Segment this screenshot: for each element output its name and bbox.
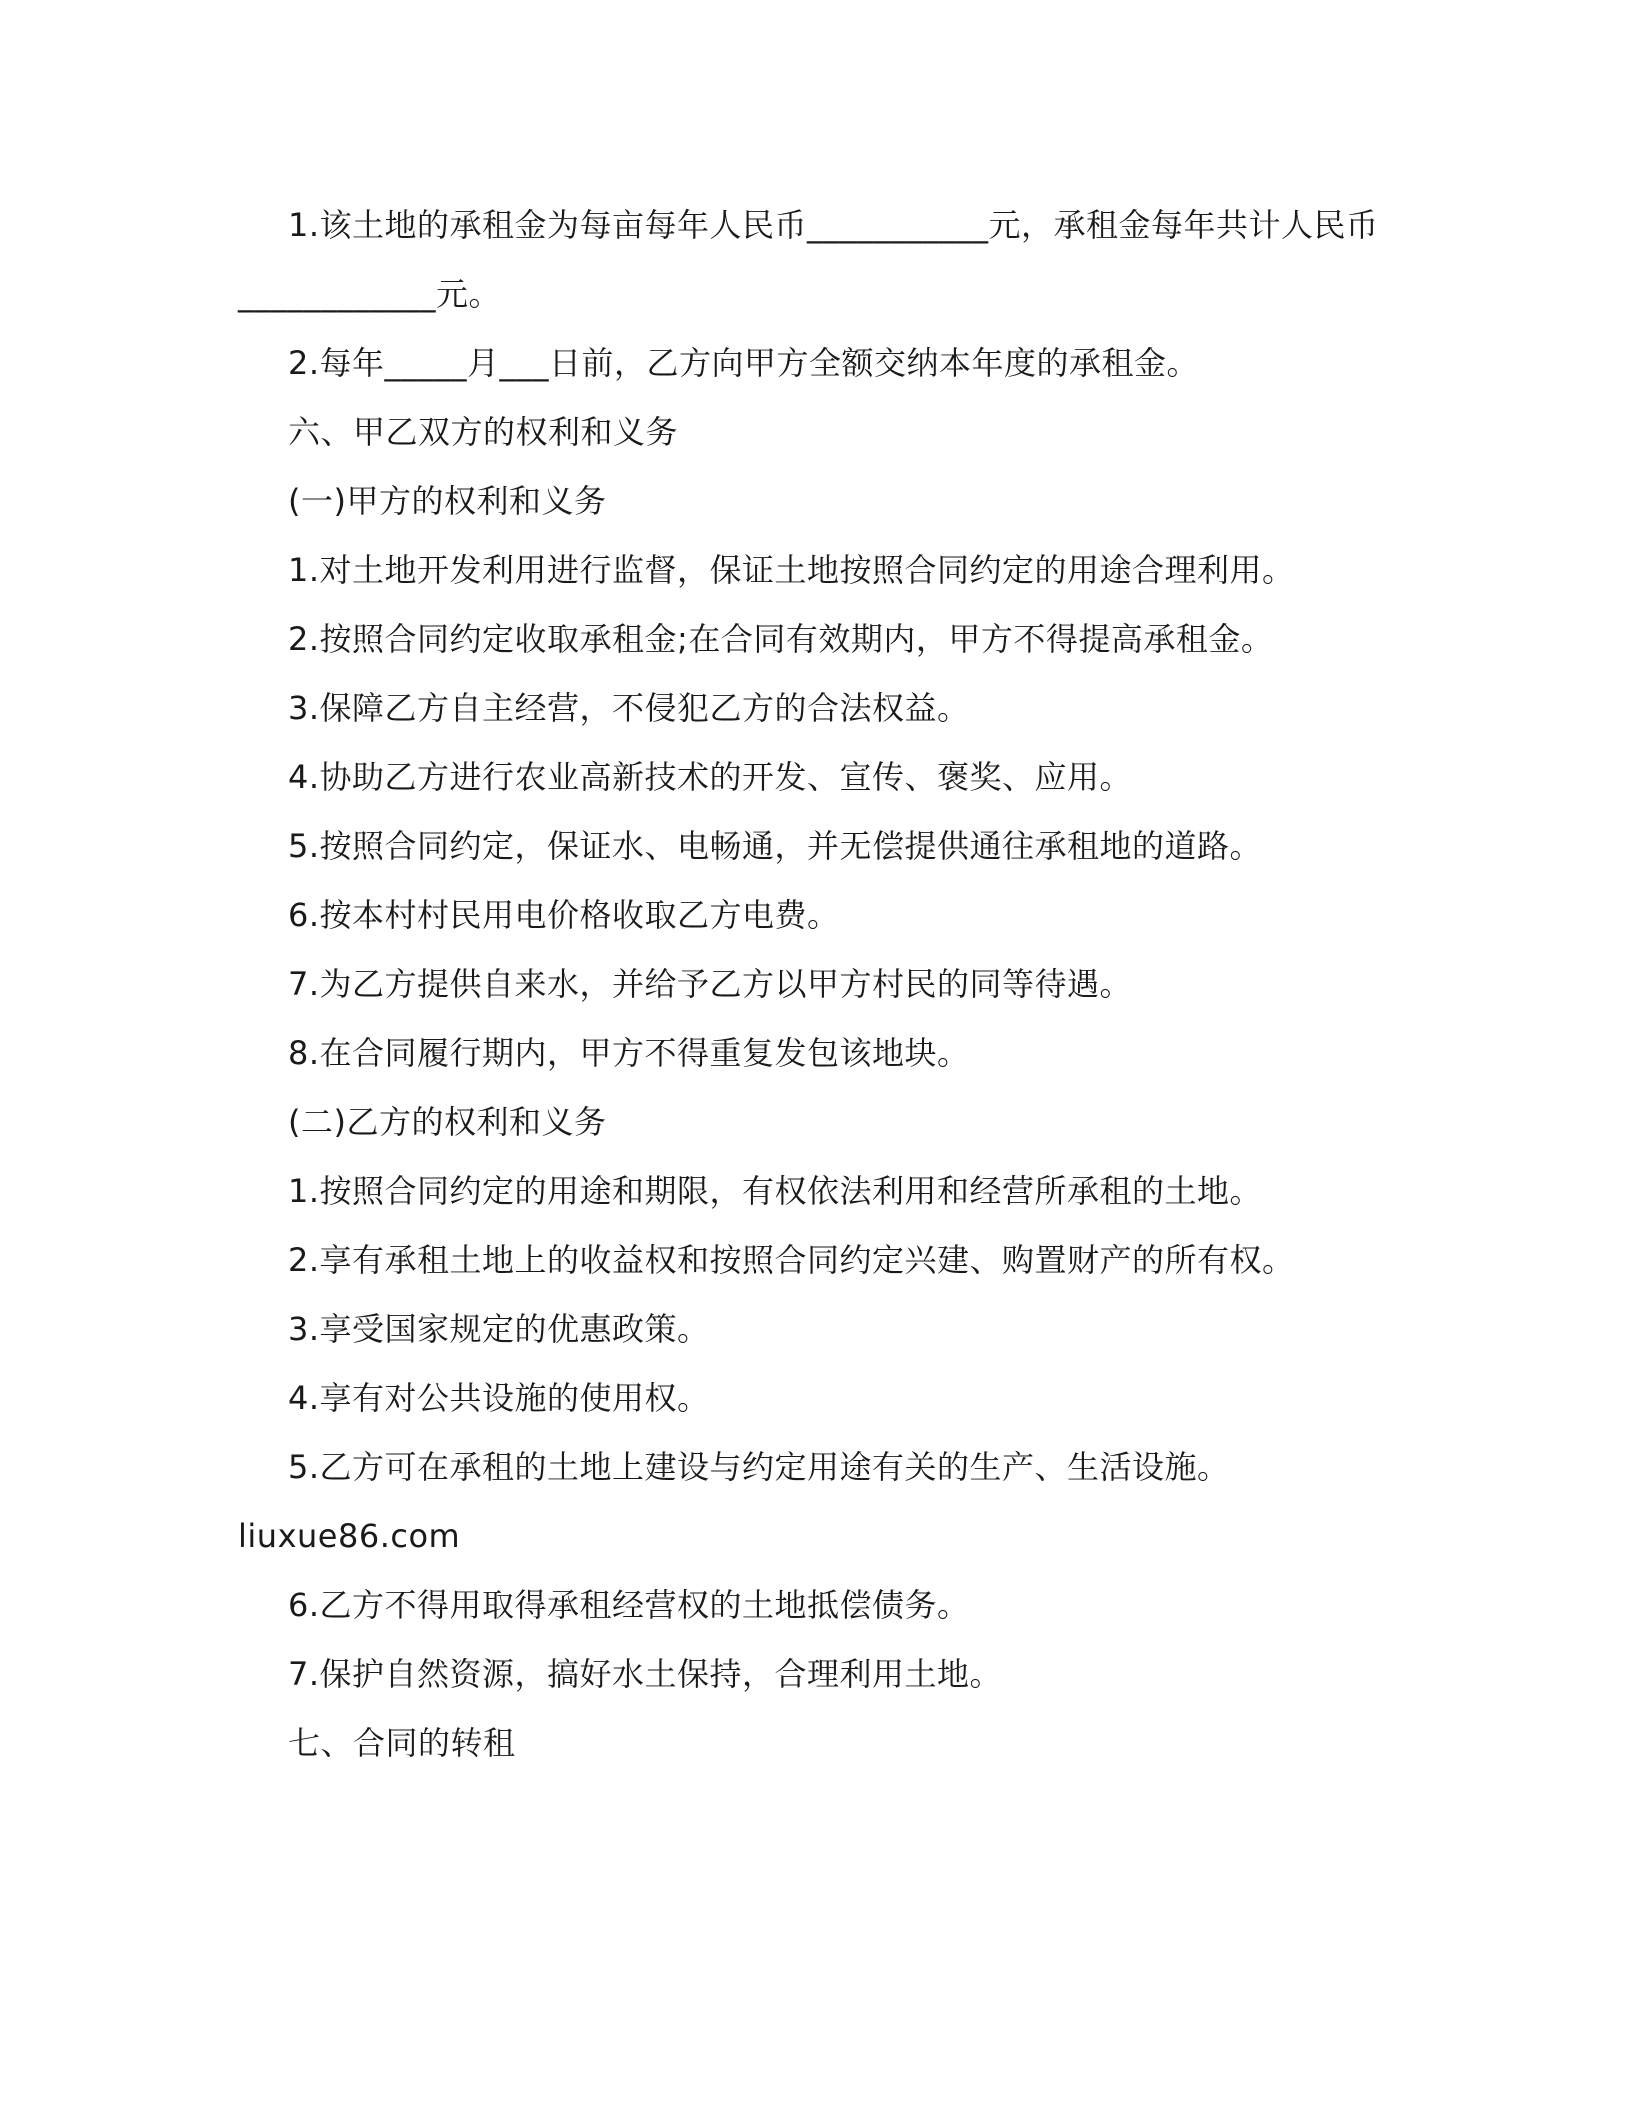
section-heading-sublease: 七、合同的转租 bbox=[288, 1724, 516, 1762]
party-a-item-6: 6.按本村村民用电价格收取乙方电费。 bbox=[288, 896, 840, 934]
clause-rent-payment-date: 2.每年_____月___日前，乙方向甲方全额交纳本年度的承租金。 bbox=[288, 344, 1200, 382]
clause-rent-amount-continued: ____________元。 bbox=[238, 275, 502, 313]
party-b-item-4: 4.享有对公共设施的使用权。 bbox=[288, 1379, 710, 1417]
party-a-item-8: 8.在合同履行期内，甲方不得重复发包该地块。 bbox=[288, 1034, 970, 1072]
party-a-item-2: 2.按照合同约定收取承租金;在合同有效期内，甲方不得提高承租金。 bbox=[288, 620, 1274, 658]
party-b-item-7: 7.保护自然资源，搞好水土保持，合理利用土地。 bbox=[288, 1655, 1003, 1693]
party-a-item-7: 7.为乙方提供自来水，并给予乙方以甲方村民的同等待遇。 bbox=[288, 965, 1133, 1003]
party-b-item-6: 6.乙方不得用取得承租经营权的土地抵偿债务。 bbox=[288, 1586, 970, 1624]
watermark-text: liuxue86.com bbox=[238, 1517, 461, 1555]
party-a-item-1: 1.对土地开发利用进行监督，保证土地按照合同约定的用途合理利用。 bbox=[288, 551, 1295, 589]
clause-rent-amount: 1.该土地的承租金为每亩每年人民币___________元，承租金每年共计人民币 bbox=[288, 206, 1379, 244]
party-b-item-5: 5.乙方可在承租的土地上建设与约定用途有关的生产、生活设施。 bbox=[288, 1448, 1230, 1486]
subsection-heading-party-a: (一)甲方的权利和义务 bbox=[288, 482, 607, 520]
party-a-item-3: 3.保障乙方自主经营，不侵犯乙方的合法权益。 bbox=[288, 689, 970, 727]
party-b-item-3: 3.享受国家规定的优惠政策。 bbox=[288, 1310, 710, 1348]
party-a-item-4: 4.协助乙方进行农业高新技术的开发、宣传、褒奖、应用。 bbox=[288, 758, 1133, 796]
party-a-item-5: 5.按照合同约定，保证水、电畅通，并无偿提供通往承租地的道路。 bbox=[288, 827, 1263, 865]
party-b-item-2: 2.享有承租土地上的收益权和按照合同约定兴建、购置财产的所有权。 bbox=[288, 1241, 1295, 1279]
party-b-item-1: 1.按照合同约定的用途和期限，有权依法利用和经营所承租的土地。 bbox=[288, 1172, 1263, 1210]
section-heading-rights-obligations: 六、甲乙双方的权利和义务 bbox=[288, 413, 679, 451]
subsection-heading-party-b: (二)乙方的权利和义务 bbox=[288, 1103, 607, 1141]
